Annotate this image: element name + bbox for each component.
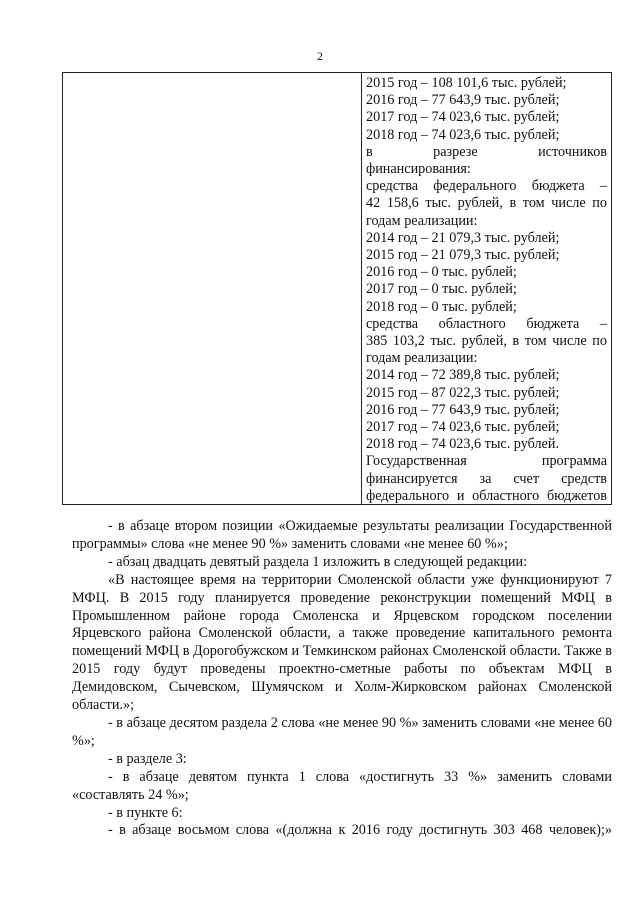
table-right-cell: [362, 73, 611, 504]
table-line: 2016 год – 77 643,9 тыс. рублей;: [366, 401, 560, 418]
table-line: средства федерального бюджета –: [366, 178, 607, 195]
table-line: 2018 год – 74 023,6 тыс. рублей;: [366, 126, 560, 143]
table-line: 2015 год – 87 022,3 тыс. рублей;: [366, 384, 560, 401]
paragraph: - в пункте 6:: [108, 804, 183, 821]
table-line: в разрезе источников: [366, 143, 607, 160]
table-line: 2016 год – 0 тыс. рублей;: [366, 264, 517, 281]
table-line: 2017 год – 0 тыс. рублей;: [366, 281, 517, 298]
table-line: 2014 год – 21 079,3 тыс. рублей;: [366, 229, 560, 246]
table-line: финансируется за счет средств: [366, 470, 607, 487]
table-line: 385 103,2 тыс. рублей, в том числе по: [366, 333, 607, 350]
body-text: [72, 518, 612, 840]
paragraph: - в разделе 3:: [108, 750, 187, 767]
table-line: Государственная программа: [366, 453, 607, 470]
table-line: финансирования:: [366, 161, 471, 178]
paragraph: - в абзаце девятом пункта 1 слова «достигнуть 33 %» заменить словами «составлять 24 %»;: [72, 768, 612, 803]
table-left-cell: [63, 73, 362, 504]
paragraph: - абзац двадцать девятый раздела 1 изложить в следующей редакции:: [108, 553, 528, 570]
paragraph: «В настоящее время на территории Смоленской области уже функционируют 7 МФЦ. В 2015 году планируется проведение реконструкции помещений МФЦ в Промышленном районе города Смоленска и Ярцевском городском поселении Ярцевского района Смоленской области, а также проведение капитального ремонта помещений МФЦ в Дорогобужском и Темкинском районах Смоленской области. Также в 2015 году будут проведены проектно-сметные работы по объектам МФЦ в Демидовском, Сычевском, Шумячском и Холм-Жирковском районах Смоленской области.»;: [72, 571, 612, 714]
paragraph: - в абзаце втором позиции «Ожидаемые результаты реализации Государственной программы» слова «не менее 90 %» заменить словами «не менее 60 %»;: [72, 518, 612, 552]
table-line: средства областного бюджета –: [366, 315, 607, 332]
table-line: 2018 год – 74 023,6 тыс. рублей.: [366, 436, 559, 453]
table-line: 2014 год – 72 389,8 тыс. рублей;: [366, 367, 560, 384]
table-line: 2015 год – 108 101,6 тыс. рублей;: [366, 75, 567, 91]
table-line: годам реализации:: [366, 212, 478, 229]
table-line: 2017 год – 74 023,6 тыс. рублей;: [366, 419, 560, 436]
table-line: федерального и областного бюджетов: [366, 487, 607, 504]
table-line: 42 158,6 тыс. рублей, в том числе по: [366, 195, 607, 212]
page-number: 2: [317, 49, 323, 63]
table-line: 2018 год – 0 тыс. рублей;: [366, 298, 517, 315]
paragraph: - в абзаце восьмом слова «(должна к 2016 году достигнуть 303 468 человек);»: [108, 822, 612, 839]
table-line: 2016 год – 77 643,9 тыс. рублей;: [366, 92, 560, 109]
paragraph: - в абзаце десятом раздела 2 слова «не менее 90 %» заменить словами «не менее 60 %»;: [72, 714, 612, 749]
table-line: годам реализации:: [366, 350, 478, 367]
table-line: 2017 год – 74 023,6 тыс. рублей;: [366, 109, 560, 126]
funding-table: [62, 72, 612, 505]
table-line: 2015 год – 21 079,3 тыс. рублей;: [366, 247, 560, 264]
